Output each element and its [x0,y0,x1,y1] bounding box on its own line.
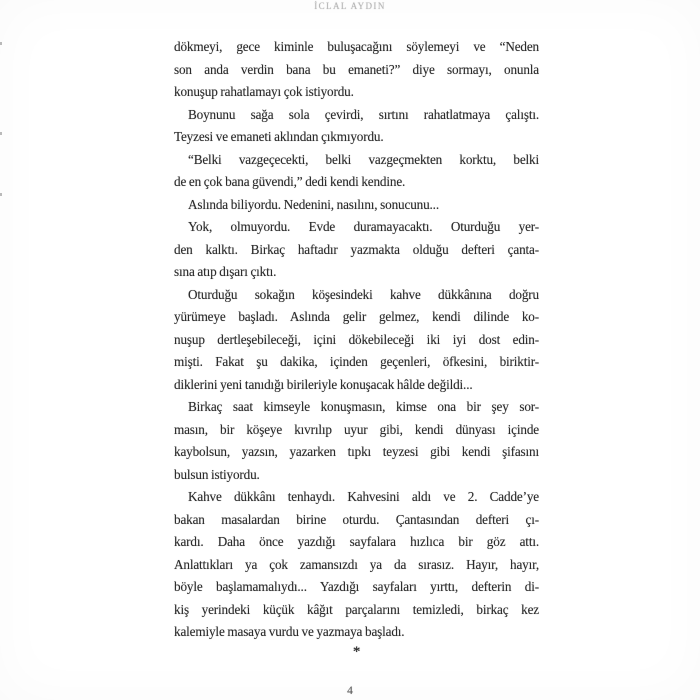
section-separator: * [352,643,361,660]
text-line: Yok, olmuyordu. Evde duramayacaktı. Oturduğu yer- [188,219,539,234]
scan-artifact [0,193,2,196]
text-line: “Belki vazgeçecekti, belki vazgeçmekten korktu, belki [188,151,539,167]
running-header: İCLAL AYDIN [314,1,386,11]
text-line: yürümeye başladı. Aslında gelir gelmez, kendi dilinde ko- [174,309,539,324]
text-line: Anlattıkları ya çok zamansızdı ya da sırasız. Hayır, hayır, [174,556,539,572]
text-line: bakan masalardan birine oturdu. Çantasından defteri çı- [174,511,539,527]
text-line: kiş yerindeki küçük kâğıt parçalarını temizledi, birkaç kez [174,601,539,617]
text-line: de en çok bana güvendi,” dedi kendi kendine. [174,174,406,189]
text-line: kalemiyle masaya vurdu ve yazmaya başladı. [174,624,405,639]
text-line: Birkaç saat kimseyle konuşmasın, kimse ona bir şey sor- [188,399,539,414]
text-line: Teyzesi ve emaneti aklından çıkmıyordu. [174,129,384,144]
text-line: sına atıp dışarı çıktı. [174,264,277,279]
scan-artifact [0,132,2,135]
text-line: bulsun istiyordu. [174,466,260,482]
text-line: Oturduğu sokağın köşesindeki kahve dükkânına doğru [188,286,539,302]
scan-artifact [0,42,2,45]
text-line: böyle başlamamalıydı... Yazdığı sayfaları yırttı, defterin di- [174,579,539,594]
text-line: nuşup dertleşebileceği, içini dökebileceği iki iyi dost edin- [174,331,539,347]
text-line: dökmeyi, gece kiminle buluşacağını söylemeyi ve “Neden [174,39,539,54]
page-number: 4 [347,685,353,697]
text-line: konuşup rahatlamayı çok istiyordu. [174,84,354,99]
text-line: kaybolsun, yazsın, yazarken tıpkı teyzesi gibi kendi şifasını [174,444,539,459]
text-line: den kalktı. Birkaç haftadır yazmakta olduğu defteri çanta- [174,241,539,257]
text-line: masın, bir köşeye kıvrılıp uyur gibi, kendi dünyası içinde [174,421,539,437]
text-line: diklerini yeni tanıdığı birileriyle konuşacak hâlde değildi... [174,376,473,392]
text-line: Aslında biliyordu. Nedenini, nasılını, sonucunu... [188,196,439,212]
text-line: son anda verdin bana bu emaneti?” diye sormayı, onunla [174,61,539,77]
text-line: Boynunu sağa sola çevirdi, sırtını rahatlatmaya çalıştı. [188,106,539,122]
text-line: mişti. Fakat şu dakika, içinden geçenleri, öfkesini, biriktir- [174,354,539,369]
text-line: Kahve dükkânı tenhaydı. Kahvesini aldı ve 2. Cadde’ye [188,489,539,504]
book-page-text [174,36,539,659]
text-line: kardı. Daha önce yazdığı sayfalara hızlıca bir göz attı. [174,534,539,549]
